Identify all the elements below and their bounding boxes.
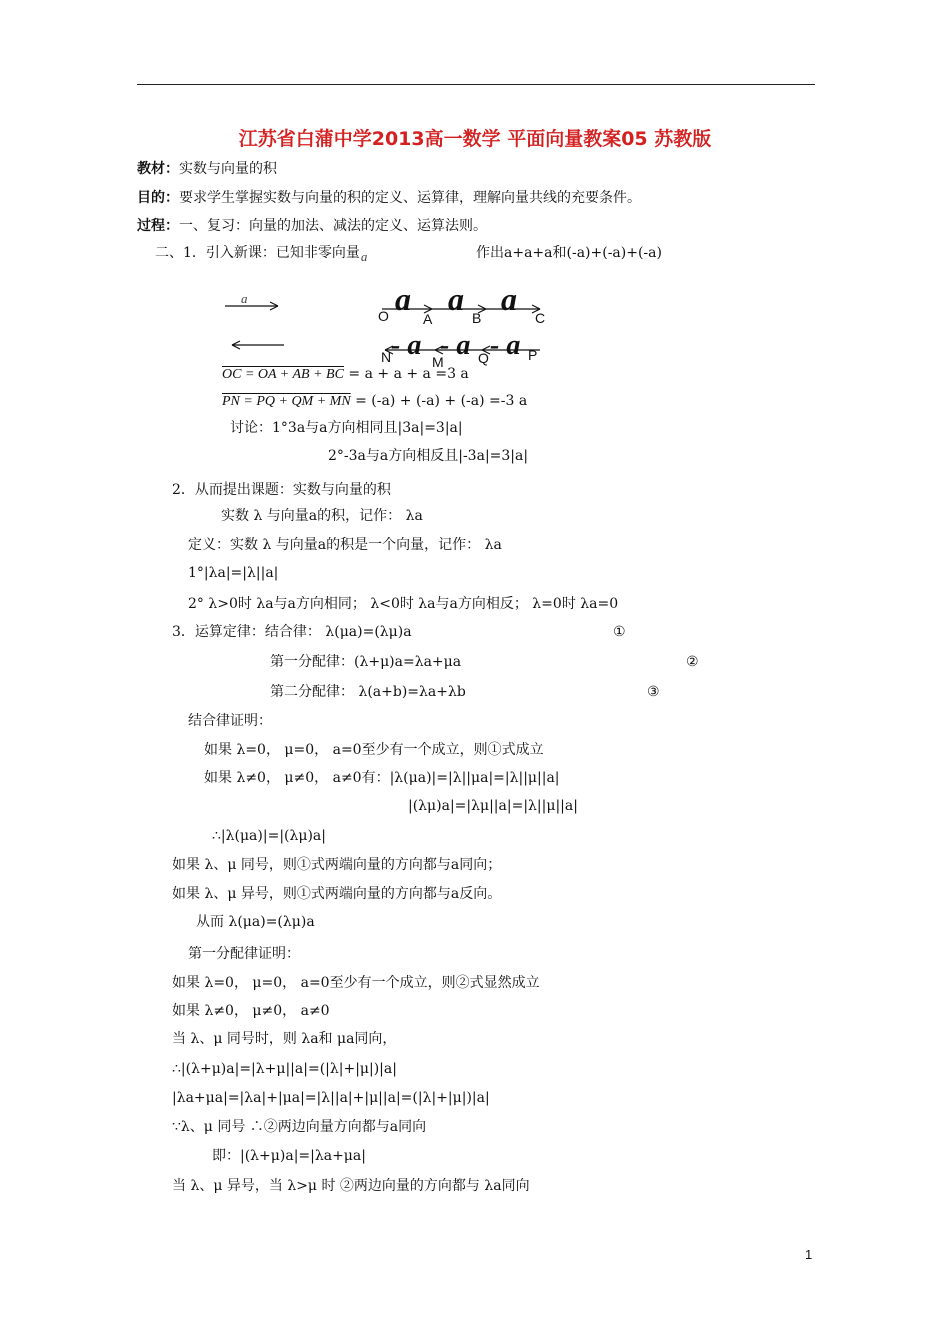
proof-2-line-5: |λa+μa|=|λa|+|μa|=|λ||a|+|μ||a|=(|λ|+|μ|)|a|	[172, 1090, 490, 1106]
purpose-text: 要求学生掌握实数与向量的积的定义、运算律，理解向量共线的充要条件。	[179, 190, 641, 206]
proof-2-line-6: ∵λ、μ 同号 ∴②两边向量方向都与a同向	[172, 1119, 427, 1135]
point-o: O	[378, 308, 389, 324]
proof-2-line-7: 即：|(λ+μ)a|=|λa+μa|	[212, 1148, 366, 1164]
equation-oc-result: = a + a + a =3 a	[348, 366, 469, 382]
section-3-heading: 3．运算定律：结合律： λ(μa)=(λμ)a	[172, 624, 412, 640]
proof-2-line-3: 当 λ、μ 同号时，则 λa和 μa同向，	[172, 1031, 397, 1047]
proof-1-line-5: 如果 λ、μ 同号，则①式两端向量的方向都与a同向；	[172, 857, 502, 873]
discussion-1	[230, 418, 463, 438]
document-title: 江苏省白蒲中学2013高一数学 平面向量教案05 苏教版	[238, 128, 712, 150]
equation-pn	[222, 391, 527, 412]
small-vector-label: a	[241, 291, 248, 306]
second-distributive-law: 第二分配律： λ(a+b)=λa+λb	[270, 684, 466, 700]
mark-1: ①	[613, 624, 626, 640]
proof-2-line-1: 如果 λ=0， μ=0， a=0至少有一个成立，则②式显然成立	[172, 975, 540, 991]
point-q: Q	[478, 350, 489, 366]
discussion-label: 讨论：	[230, 420, 272, 436]
intro-mid: 作出	[476, 245, 504, 261]
proof-1-line-1: 如果 λ=0， μ=0， a=0至少有一个成立，则①式成立	[204, 742, 544, 758]
section-2-heading: 2．从而提出课题：实数与向量的积	[172, 482, 391, 498]
discussion-1-text: 1°3a与a方向相同且|3a|=3|a|	[272, 420, 463, 436]
proof-1-heading: 结合律证明：	[188, 713, 272, 729]
point-p: P	[528, 347, 538, 363]
property-2: 2° λ>0时 λa与a方向相同； λ<0时 λa与a方向相反； λ=0时 λa=0	[188, 596, 619, 612]
bottom-vector-label-1: - a	[391, 330, 422, 361]
mark-2: ②	[686, 654, 699, 670]
proof-1-line-4: ∴|λ(μa)|=|(λμ)a|	[212, 828, 326, 844]
process-label: 过程：	[137, 218, 179, 234]
teaching-material-label: 教材：	[137, 161, 179, 177]
teaching-material-text: 实数与向量的积	[179, 161, 277, 177]
mark-3: ③	[647, 684, 660, 700]
top-vector-label-2: a	[448, 281, 464, 317]
top-vector-label-3: a	[501, 281, 517, 317]
discussion-2: 2°-3a与a方向相反且|-3a|=3|a|	[328, 448, 529, 464]
proof-2-line-8: 当 λ、μ 异号，当 λ>μ 时 ②两边向量的方向都与 λa同向	[172, 1178, 530, 1194]
page-number: 1	[805, 1247, 813, 1262]
proof-1-line-2: 如果 λ≠0， μ≠0， a≠0有：|λ(μa)|=|λ||μa|=|λ||μ||a|	[204, 770, 560, 786]
bottom-vector-label-2: - a	[440, 330, 471, 361]
section-2-line-1: 实数 λ 与向量a的积，记作： λa	[221, 508, 423, 524]
purpose-label: 目的：	[137, 190, 179, 206]
point-a: A	[423, 311, 433, 327]
intro-expr: a+a+a和(-a)+(-a)+(-a)	[504, 245, 662, 261]
point-n: N	[381, 349, 392, 365]
definition-line: 定义：实数 λ 与向量a的积是一个向量，记作： λa	[188, 537, 502, 553]
property-1: 1°|λa|=|λ||a|	[188, 565, 279, 581]
proof-1-line-3: |(λμ)a|=|λμ||a|=|λ||μ||a|	[408, 798, 578, 814]
first-distributive-law: 第一分配律：(λ+μ)a=λa+μa	[270, 654, 462, 670]
intro-var: a	[360, 249, 368, 264]
point-c: C	[535, 310, 546, 326]
proof-1-line-6: 如果 λ、μ 异号，则①式两端向量的方向都与a反向。	[172, 886, 502, 902]
bottom-vector-label-3: - a	[490, 330, 521, 361]
proof-1-line-7: 从而 λ(μa)=(λμ)a	[196, 914, 315, 930]
process-text: 一、复习：向量的加法、减法的定义、运算法则。	[179, 218, 487, 234]
equation-oc	[222, 364, 469, 385]
point-m: M	[432, 354, 444, 370]
equation-pn-result: = (-a) + (-a) + (-a) =-3 a	[355, 393, 528, 409]
top-vector-label-1: a	[395, 281, 411, 317]
point-b: B	[472, 310, 482, 326]
equation-pn-vectors: PN = PQ + QM + MN	[222, 394, 351, 409]
intro-prefix: 二、1．引入新课：已知非零向量	[155, 245, 360, 261]
proof-2-heading: 第一分配律证明：	[188, 946, 300, 962]
equation-oc-vectors: OC = OA + AB + BC	[222, 367, 344, 382]
proof-2-line-2: 如果 λ≠0， μ≠0， a≠0	[172, 1003, 330, 1019]
proof-2-line-4: ∴|(λ+μ)a|=|λ+μ||a|=(|λ|+|μ|)|a|	[172, 1061, 397, 1077]
